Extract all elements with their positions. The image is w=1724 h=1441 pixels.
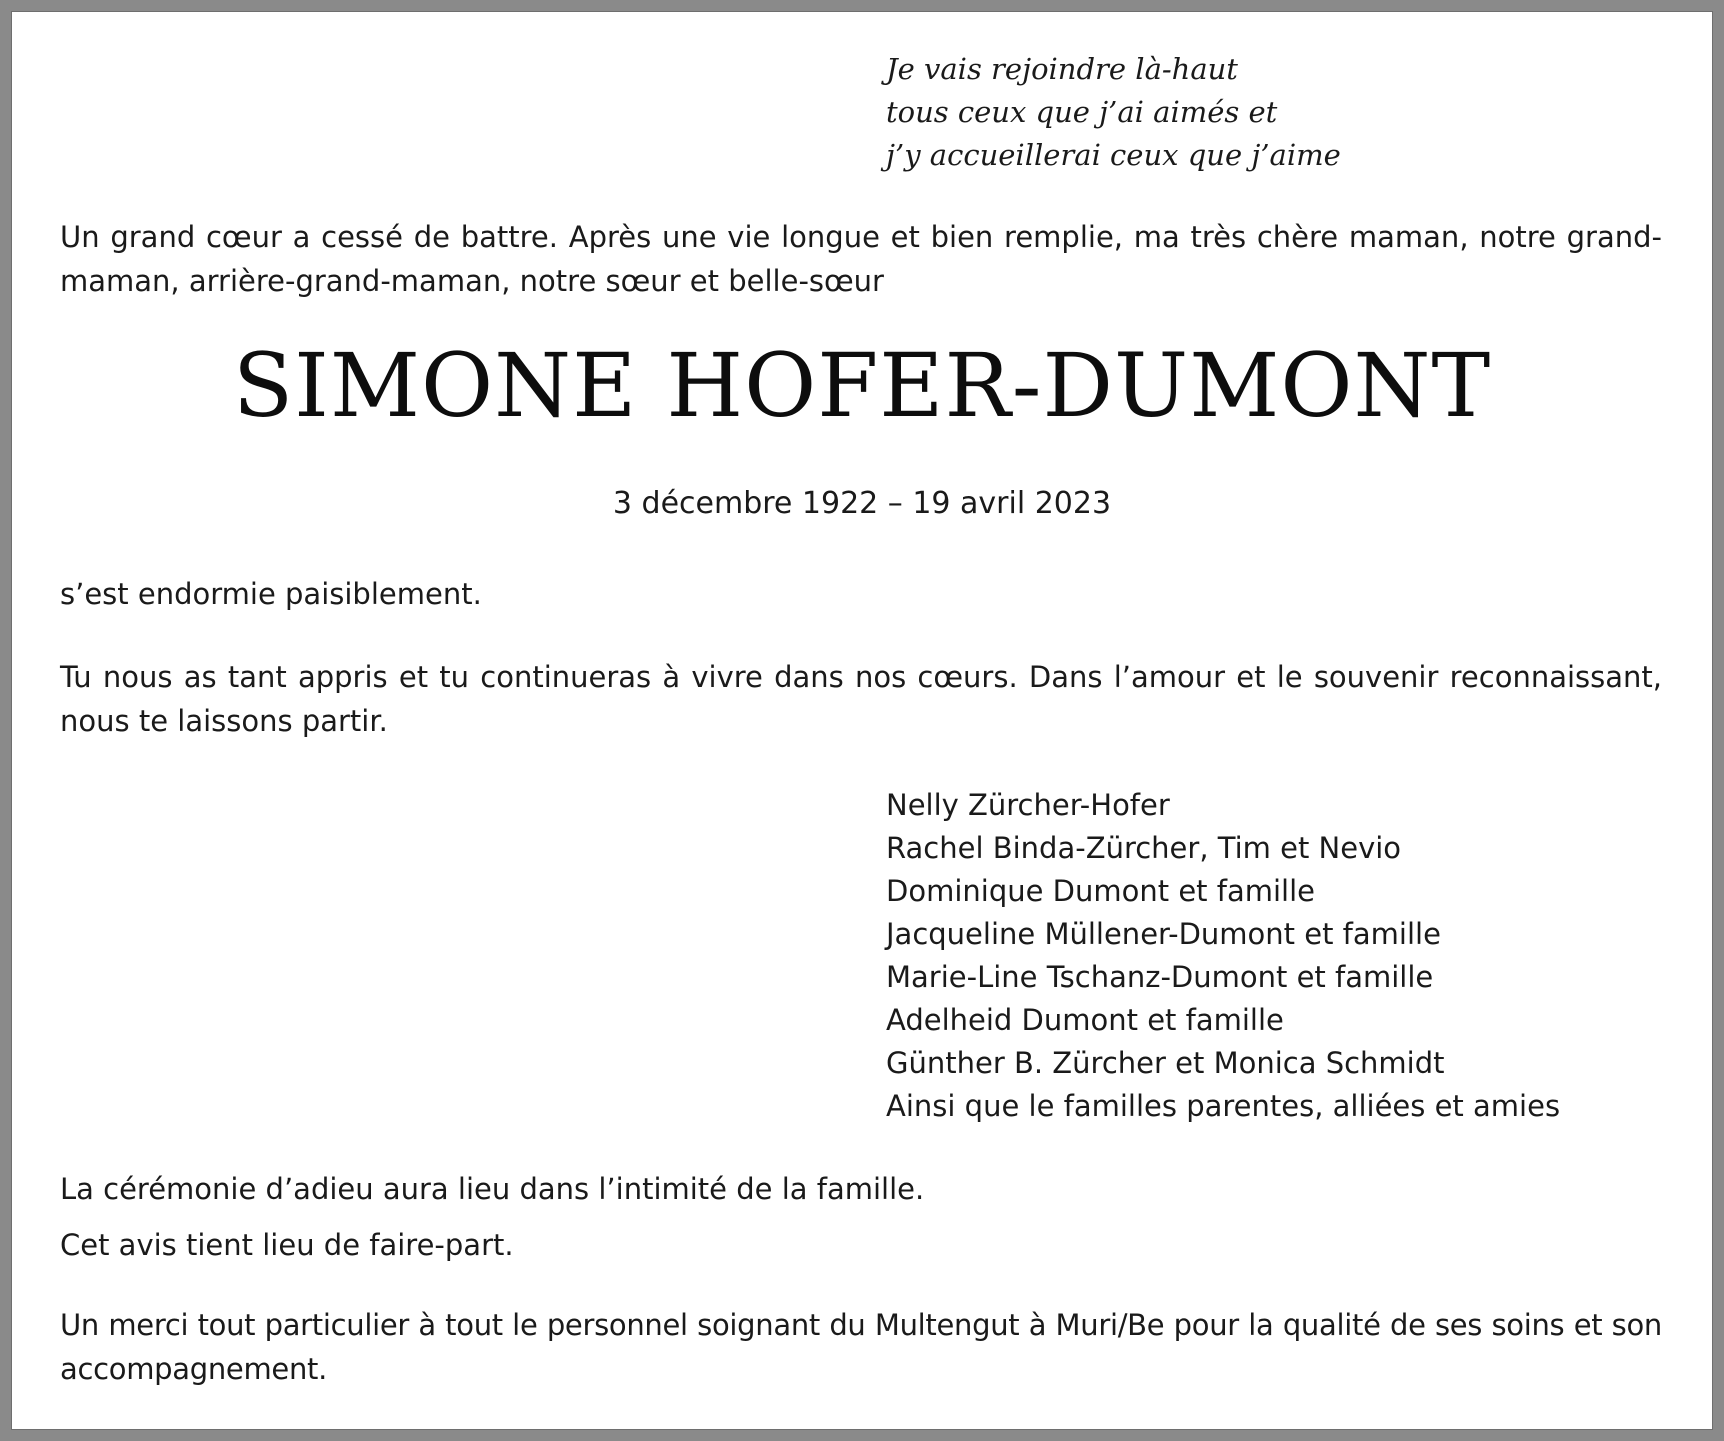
- thanks-paragraph: Un merci tout particulier à tout le personnel soignant du Multengut à Muri/Be pour la qualité de ses soins et son accompagnement.: [60, 1308, 1662, 1386]
- family-member: Rachel Binda-Zürcher, Tim et Nevio: [886, 831, 1402, 865]
- family-member: Marie-Line Tschanz-Dumont et famille: [886, 960, 1434, 994]
- family-member: Adelheid Dumont et famille: [886, 1003, 1284, 1037]
- life-dates: 3 décembre 1922 – 19 avril 2023: [612, 486, 1112, 521]
- poem-line: tous ceux que j’ai aimés et: [886, 95, 1278, 129]
- intro-paragraph: Un grand cœur a cessé de battre. Après une vie longue et bien remplie, ma très chère maman, notre grand-maman, arrière-grand-maman, notre sœur et belle-sœur: [60, 220, 1662, 298]
- farewell-message: Tu nous as tant appris et tu continueras à vivre dans nos cœurs. Dans l’amour et le souvenir reconnaissant, nous te laissons partir.: [60, 660, 1662, 738]
- deceased-name: SIMONE HOFER-DUMONT: [232, 334, 1492, 437]
- family-member: Nelly Zürcher-Hofer: [886, 788, 1170, 822]
- poem-quote: [886, 48, 1341, 177]
- obituary-page: [12, 12, 1712, 1429]
- passed-away-text: s’est endormie paisiblement.: [60, 577, 482, 611]
- notice-text: Cet avis tient lieu de faire-part.: [60, 1228, 514, 1262]
- poem-line: Je vais rejoindre là-haut: [886, 52, 1238, 86]
- family-member: Günther B. Zürcher et Monica Schmidt: [886, 1046, 1445, 1080]
- family-list: [886, 784, 1560, 1128]
- ceremony-text: La cérémonie d’adieu aura lieu dans l’intimité de la famille.: [60, 1172, 925, 1206]
- poem-line: j’y accueillerai ceux que j’aime: [886, 138, 1341, 172]
- family-member: Jacqueline Müllener-Dumont et famille: [886, 917, 1441, 951]
- family-member: Ainsi que le familles parentes, alliées et amies: [886, 1089, 1561, 1123]
- family-member: Dominique Dumont et famille: [886, 874, 1316, 908]
